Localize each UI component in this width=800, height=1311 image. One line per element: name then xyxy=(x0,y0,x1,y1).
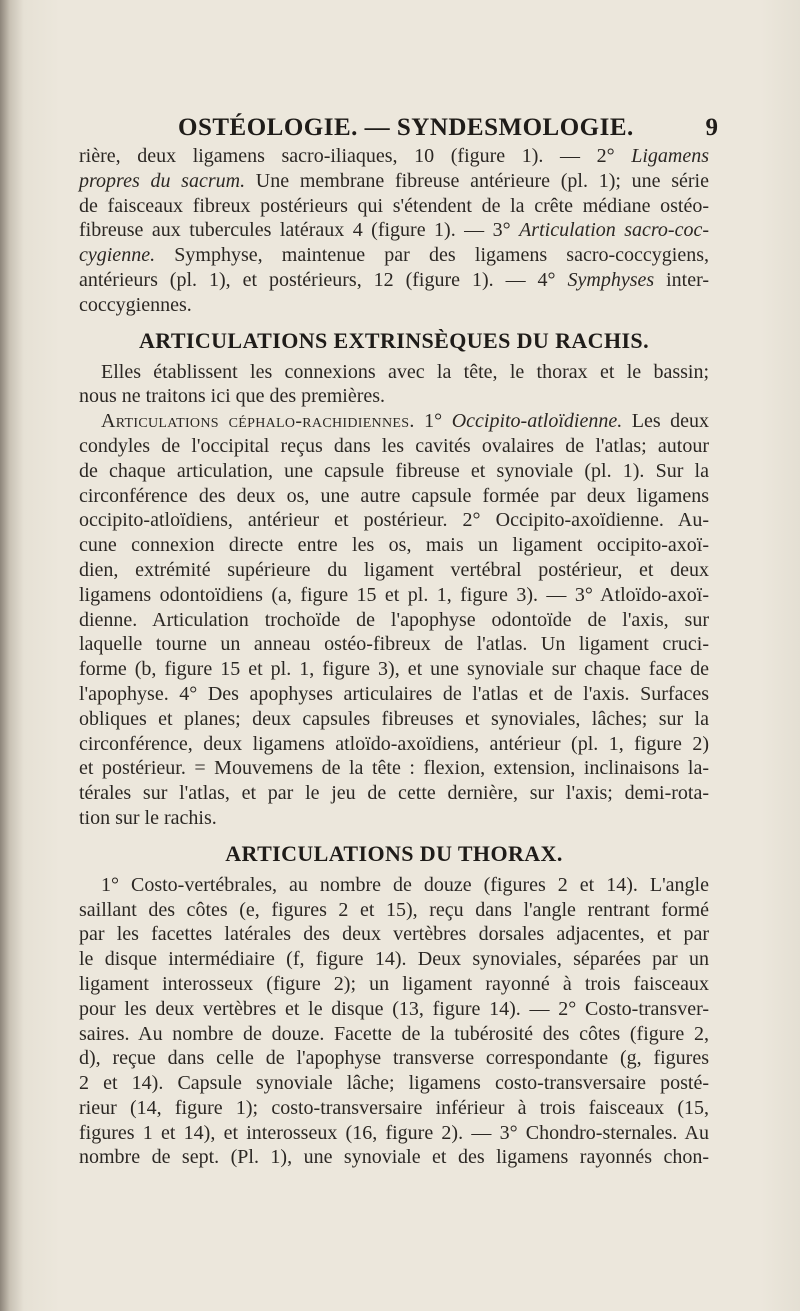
text-segment: rière, deux ligamens sacro-iliaques, 10 (figure 1). — 2° xyxy=(79,145,632,167)
paragraph-sacrum xyxy=(79,144,709,318)
text-line: saires. Au nombre de douze. Facette de la tubérosité des côtes (figure 2, xyxy=(79,1022,709,1045)
text-line: par les facettes latérales des deux vertèbres dorsales adjacentes, et par xyxy=(79,923,709,946)
italic-term: cygienne. xyxy=(79,244,156,267)
text-line xyxy=(79,169,709,194)
text-line xyxy=(79,409,709,434)
italic-term: Occipito-atloïdienne. xyxy=(451,410,623,433)
page-header xyxy=(82,114,722,148)
text-line: et postérieur. = Mouvemens de la tête : flexion, extension, inclinaisons la- xyxy=(79,757,709,780)
text-line: 1° Costo-vertébrales, au nombre de douze (figures 2 et 14). L'angle xyxy=(101,873,709,896)
text-segment: Une membrane fibreuse antérieure (pl. 1); une série xyxy=(245,169,709,192)
text-line: 2 et 14). Capsule synoviale lâche; ligamens costo-transversaire posté- xyxy=(79,1072,709,1095)
text-line: de chaque articulation, une capsule fibreuse et synoviale (pl. 1). Sur la xyxy=(79,459,709,482)
body-text xyxy=(79,144,709,1170)
text-line: figures 1 et 14), et interosseux (16, figure 2). — 3° Chondro-sternales. Au xyxy=(79,1121,709,1144)
text-line: l'apophyse. 4° Des apophyses articulaires de l'atlas et de l'axis. Surfaces xyxy=(79,682,709,705)
text-line: rieur (14, figure 1); costo-transversaire inférieur à trois faisceaux (15, xyxy=(79,1096,709,1119)
text-line: dienne. Articulation trochoïde de l'apophyse odontoïde de l'axis, sur xyxy=(79,608,709,631)
section-heading-thorax: ARTICULATIONS DU THORAX. xyxy=(225,840,563,866)
paragraph-thorax xyxy=(79,873,709,1171)
section-heading-rachis: ARTICULATIONS EXTRINSÈQUES DU RACHIS. xyxy=(139,327,649,353)
italic-term: Articulation sacro-coc- xyxy=(519,219,709,242)
small-caps-term: Articulations céphalo-rachidiennes. xyxy=(101,410,415,433)
italic-term: Symphyses xyxy=(567,268,655,291)
text-line: d), reçue dans celle de l'apophyse transverse correspondante (g, figures xyxy=(79,1047,709,1070)
text-line xyxy=(79,144,709,169)
text-line: nous ne traitons ici que des premières. xyxy=(79,385,386,408)
text-segment: Les deux xyxy=(622,410,710,433)
text-line: térales sur l'atlas, et par le jeu de cette dernière, sur l'axis; demi-rota- xyxy=(79,782,709,805)
text-line: dien, extrémité supérieure du ligament vertébral postérieur, et deux xyxy=(79,558,709,581)
text-line: circonférence des deux os, une autre capsule formée par deux ligamens xyxy=(79,484,709,507)
text-line: tion sur le rachis. xyxy=(79,806,217,829)
text-line: saillant des côtes (e, figures 2 et 15), reçu dans l'angle rentrant formé xyxy=(79,898,709,921)
text-segment: fibreuse aux tubercules latéraux 4 (figure 1). — 3° xyxy=(79,219,520,242)
text-line: le disque intermédiaire (f, figure 14). Deux synoviales, séparées par un xyxy=(79,948,709,971)
text-line: cune connexion directe entre les os, mais un ligament occipito-axoï- xyxy=(79,534,709,557)
text-line: condyles de l'occipital reçus dans les cavités ovalaires de l'atlas; autour xyxy=(79,434,709,457)
text-line: obliques et planes; deux capsules fibreuses et synoviales, lâches; sur la xyxy=(79,707,709,730)
text-line: ligament interosseux (figure 2); un ligament rayonné à trois faisceaux xyxy=(79,972,709,995)
text-line: pour les deux vertèbres et le disque (13, figure 14). — 2° Costo-transver- xyxy=(79,997,709,1020)
text-line: ligamens odontoïdiens (a, figure 15 et pl. 1, figure 3). — 3° Atloïdo-axoï- xyxy=(79,583,709,606)
text-line: nombre de sept. (Pl. 1), une synoviale et des ligamens rayonnés chon- xyxy=(79,1146,709,1169)
page-number: 9 xyxy=(705,114,718,141)
text-line xyxy=(79,218,709,243)
text-line: Elles établissent les connexions avec la tête, le thorax et le bassin; xyxy=(101,360,709,383)
text-line xyxy=(79,268,709,293)
text-line: coccygiennes. xyxy=(79,293,192,316)
text-segment: Symphyse, maintenue par des ligamens sacro-coccygiens, xyxy=(155,244,709,267)
text-segment: antérieurs (pl. 1), et postérieurs, 12 (figure 1). — 4° xyxy=(79,268,568,291)
text-segment: inter- xyxy=(654,268,710,291)
text-line: forme (b, figure 15 et pl. 1, figure 3), et une synoviale sur chaque face de xyxy=(79,658,709,681)
text-line xyxy=(79,243,709,268)
text-segment: 1° xyxy=(414,410,452,433)
text-line: circonférence, deux ligamens atloïdo-axoïdiens, antérieur (pl. 1, figure 2) xyxy=(79,732,709,755)
running-title: OSTÉOLOGIE. — SYNDESMOLOGIE. xyxy=(178,114,634,141)
paragraph-cephalo-rachidiennes xyxy=(79,409,709,831)
paragraph-intro xyxy=(79,360,709,410)
italic-term: propres du sacrum. xyxy=(79,169,246,192)
text-line: occipito-atloïdiens, antérieur et postérieur. 2° Occipito-axoïdienne. Au- xyxy=(79,509,709,532)
text-line: de faisceaux fibreux postérieurs qui s'étendent de la crête médiane ostéo- xyxy=(79,194,709,217)
text-line: laquelle tourne un anneau ostéo-fibreux de l'atlas. Un ligament cruci- xyxy=(79,633,709,656)
italic-term: Ligamens xyxy=(631,145,709,167)
